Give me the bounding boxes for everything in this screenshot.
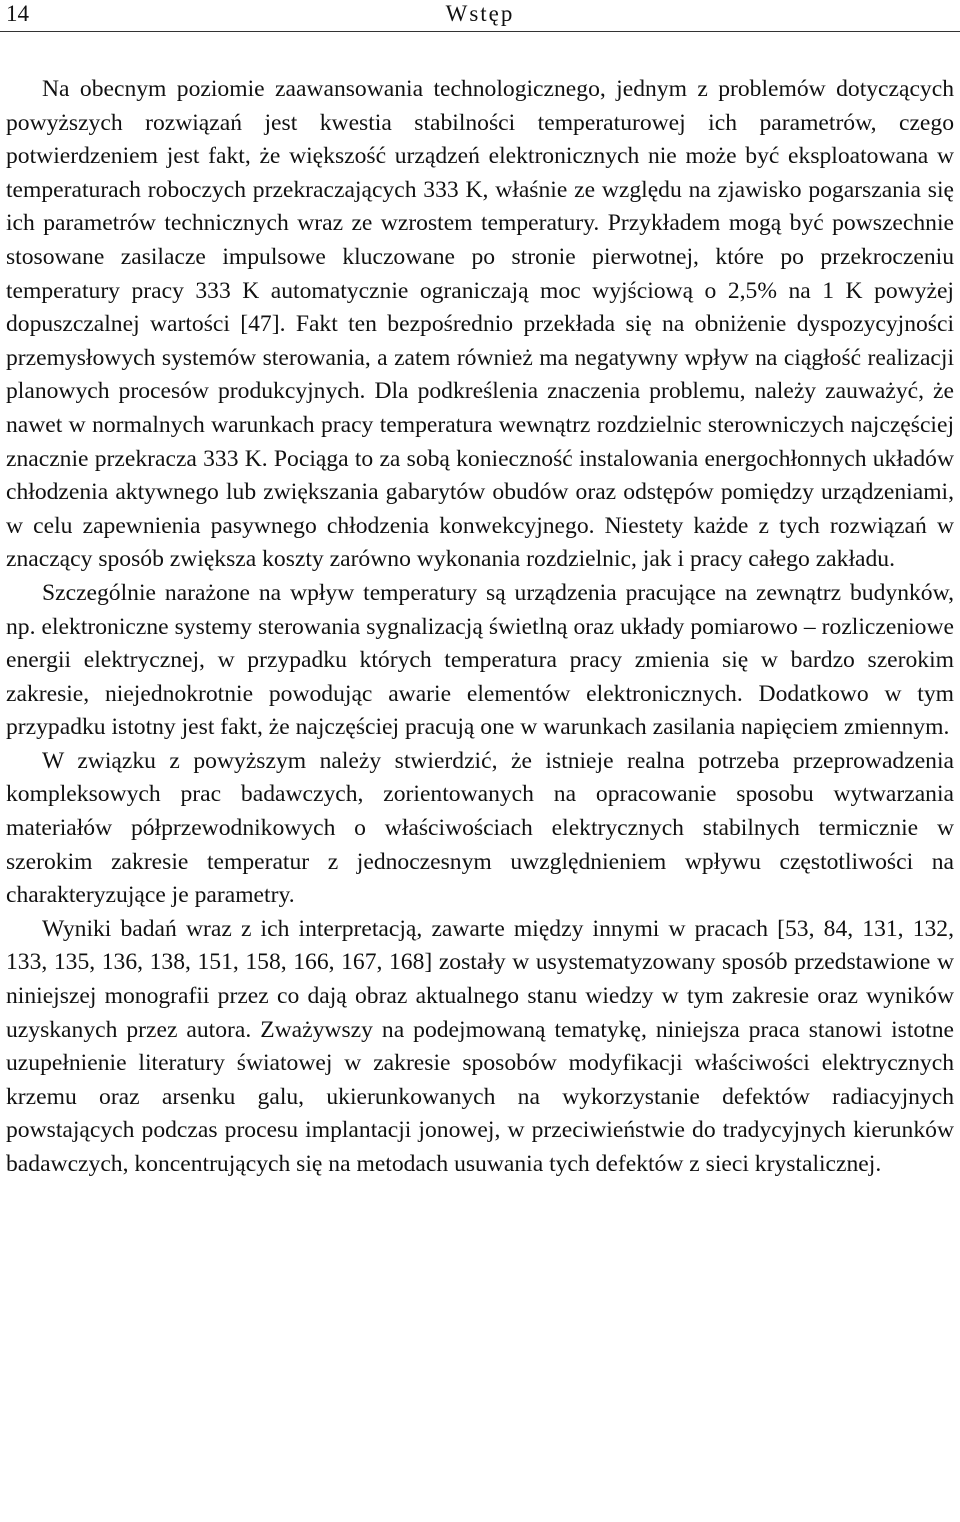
paragraph-1: Na obecnym poziomie zaawansowania technologicznego, jednym z problemów dotyczących powyższych rozwiązań jest kwestia stabilności temperaturowej ich parametrów, czego potwierdzeniem jest fakt, że większość urządzeń elektronicznych nie może być eksploatowana w temperaturach roboczych przekraczających 333 K, właśnie ze względu na zjawisko pogarszania się ich parametrów technicznych wraz ze wzrostem temperatury. Przykładem mogą być powszechnie stosowane zasilacze impulsowe kluczowane po stronie pierwotnej, które po przekroczeniu temperatury pracy 333 K automatycznie ograniczają moc wyjściową o 2,5% na 1 K powyżej dopuszczalnej wartości [47]. Fakt ten bezpośrednio przekłada się na obniżenie dyspozycyjności przemysłowych systemów sterowania, a zatem również ma negatywny wpływ na ciągłość realizacji planowych procesów produkcyjnych. Dla podkreślenia znaczenia problemu, należy zauważyć, że nawet w normalnych warunkach pracy temperatura wewnątrz rozdzielnic sterowniczych najczęściej znacznie przekracza 333 K. Pociąga to za sobą konieczność instalowania energochłonnych układów chłodzenia aktywnego lub zwiększania gabarytów obudów oraz odstępów pomiędzy urządzeniami, w celu zapewnienia pasywnego chłodzenia konwekcyjnego. Niestety każde z tych rozwiązań w znaczący sposób zwiększa koszty zarówno wykonania rozdzielnic, jak i pracy całego zakładu.: [6, 76, 954, 573]
page-number: 14: [6, 1, 29, 26]
page-header: [0, 0, 960, 32]
paragraph-2: Szczególnie narażone na wpływ temperatury są urządzenia pracujące na zewnątrz budynków, np. elektroniczne systemy sterowania sygnalizacją świetlną oraz układy pomiarowo – rozliczeniowe energii elektrycznej, w przypadku których temperatura pracy zmienia się w bardzo szerokim zakresie, niejednokrotnie powodując awarie elementów elektronicznych. Dodatkowo w tym przypadku istotny jest fakt, że najczęściej pracują one w warunkach zasilania napięciem zmiennym.: [6, 579, 954, 741]
body-text: [6, 73, 954, 1182]
header-divider: [0, 31, 960, 32]
running-head: Wstęp: [445, 1, 515, 26]
paragraph-3: W związku z powyższym należy stwierdzić, że istnieje realna potrzeba przeprowadzenia kompleksowych prac badawczych, zorientowanych na opracowanie sposobu wytwarzania materiałów półprzewodnikowych o właściwościach elektrycznych stabilnych termicznie w szerokim zakresie temperatur z jednoczesnym uwzględnieniem wpływu częstotliwości na charakteryzujące je parametry.: [6, 747, 954, 909]
paragraph-4: Wyniki badań wraz z ich interpretacją, zawarte między innymi w pracach [53, 84, 131, 132, 133, 135, 136, 138, 151, 158, 166, 167, 168] zostały w usystematyzowany sposób przedstawione w niniejszej monografii przez co dają obraz aktualnego stanu wiedzy w tym zakresie oraz wyników uzyskanych przez autora. Zważywszy na podejmowaną tematykę, niniejsza praca stanowi istotne uzupełnienie literatury światowej w zakresie sposobów modyfikacji właściwości elektrycznych krzemu oraz arsenku galu, ukierunkowanych na wykorzystanie defektów radiacyjnych powstających podczas procesu implantacji jonowej, w przeciwieństwie do tradycyjnych kierunków badawczych, koncentrujących się na metodach usuwania tych defektów z sieci krystalicznej.: [6, 915, 954, 1177]
